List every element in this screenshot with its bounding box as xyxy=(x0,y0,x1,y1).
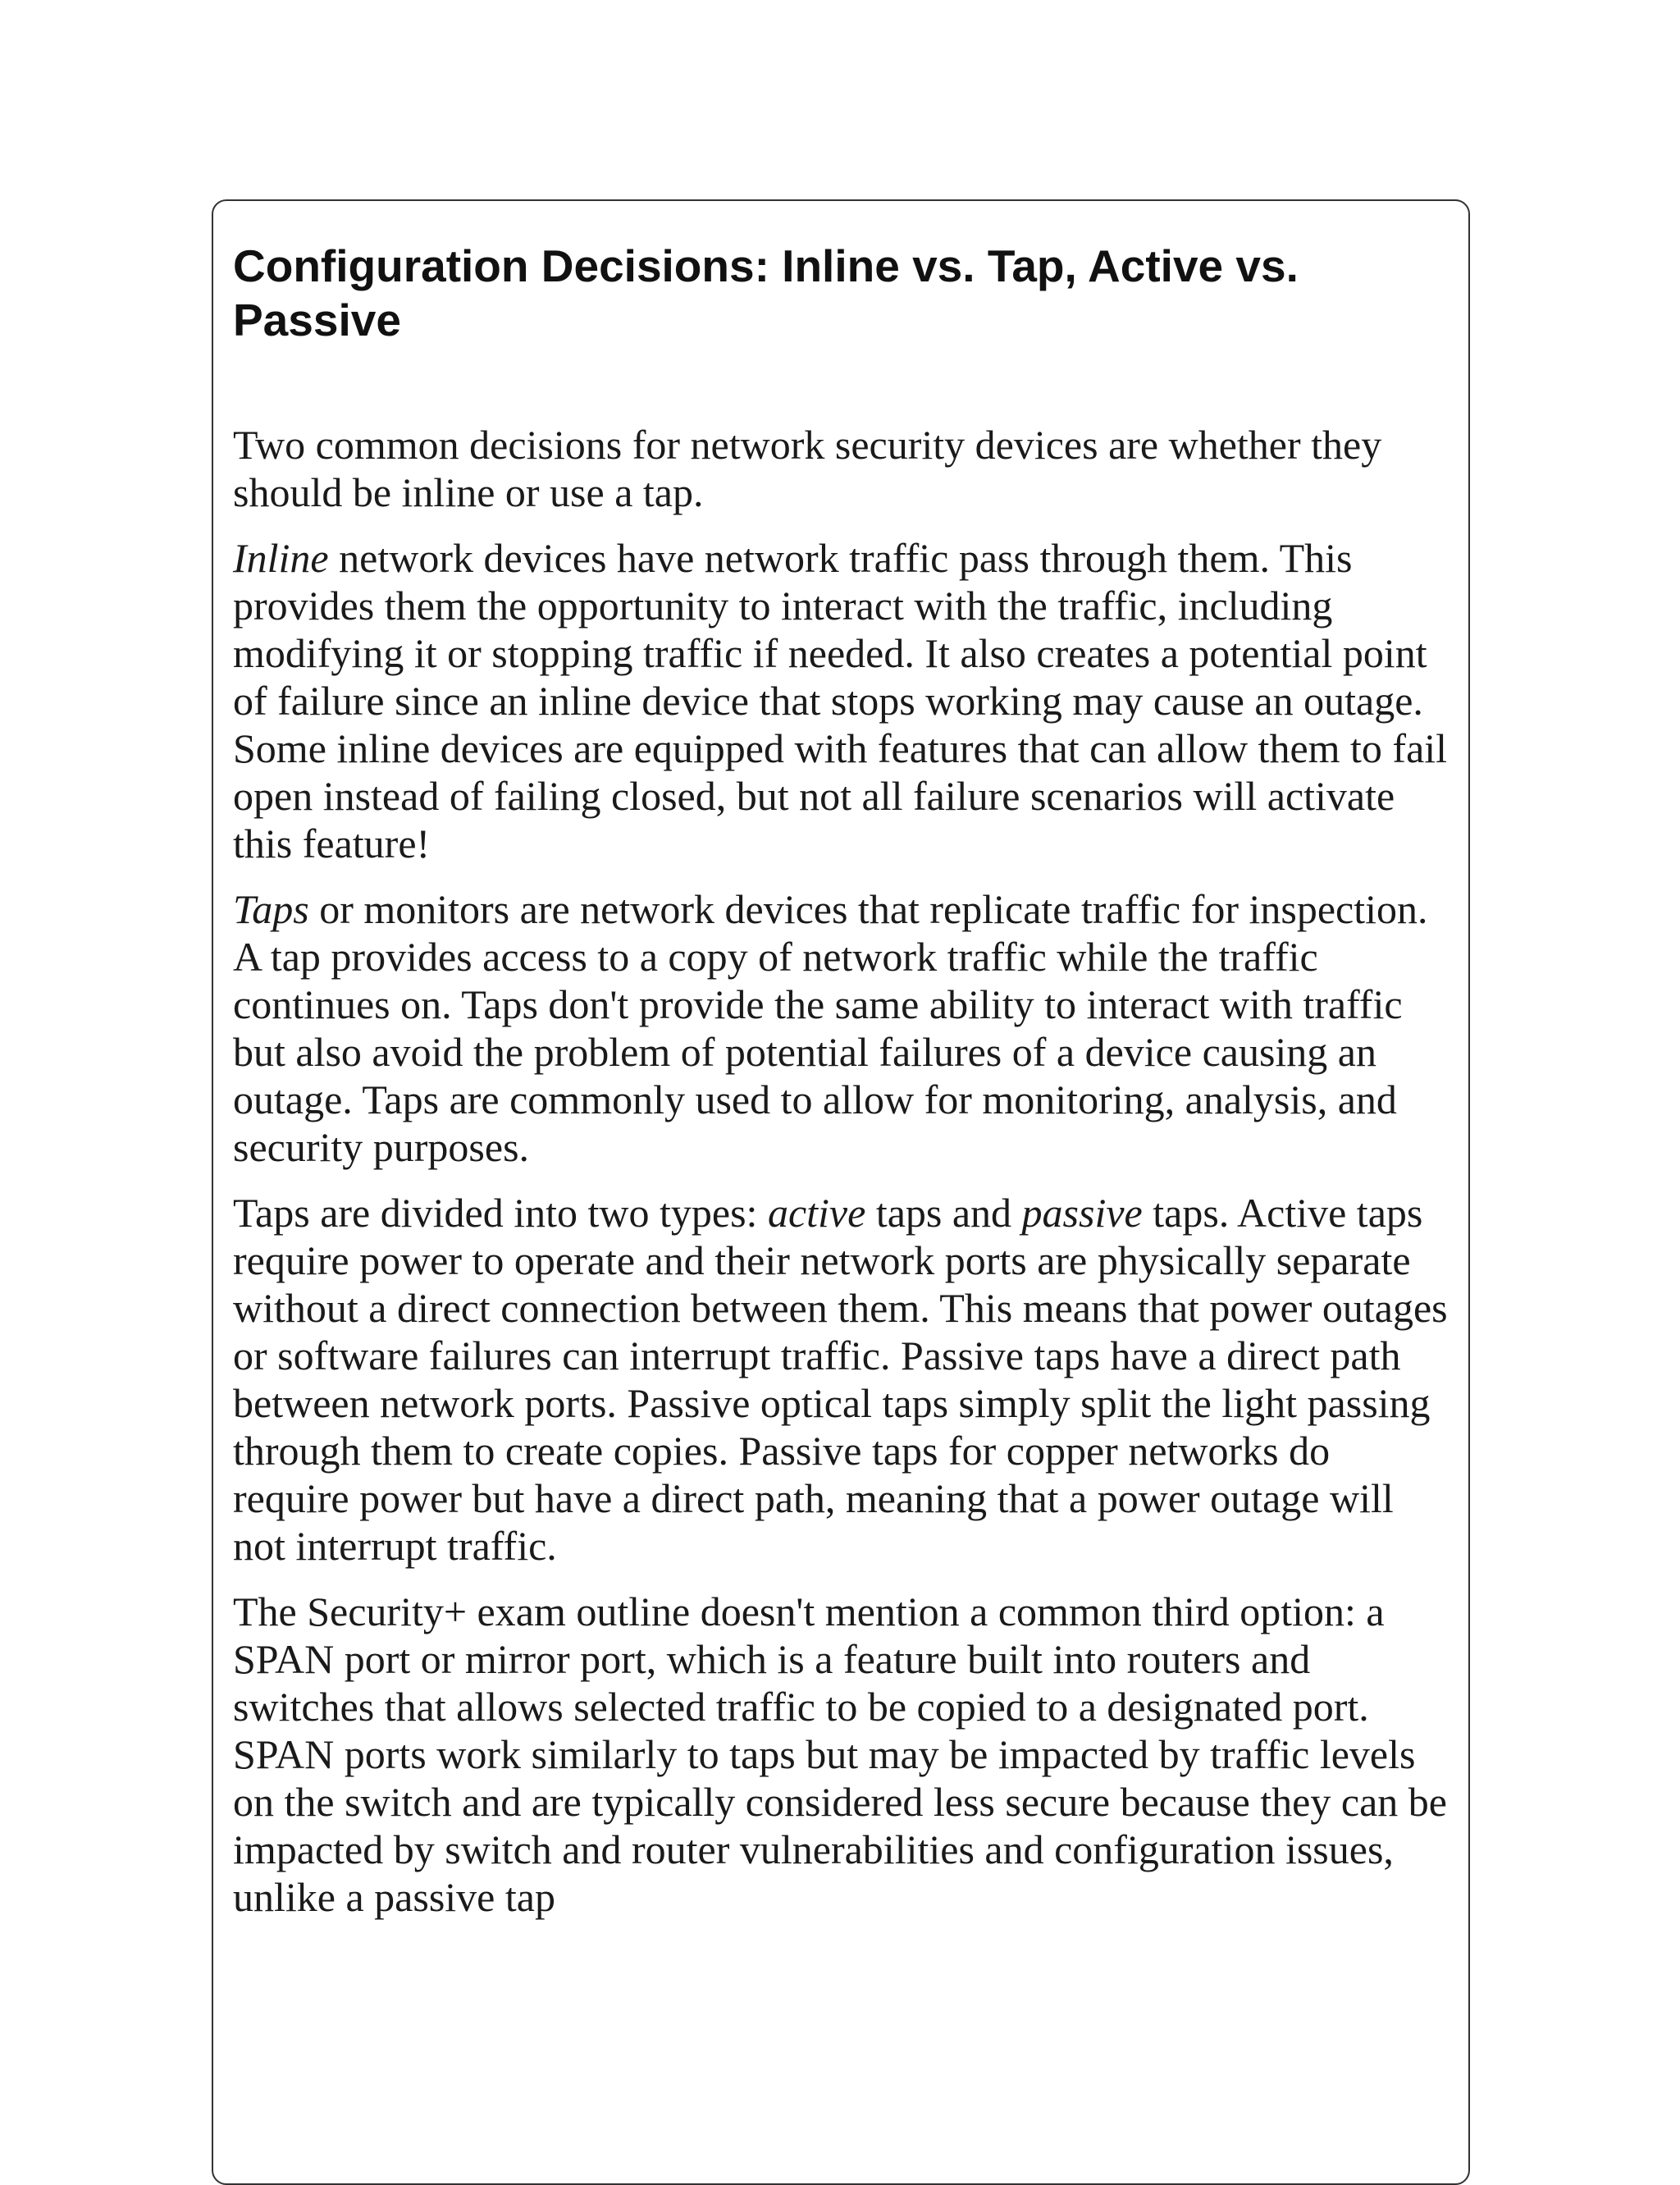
paragraph-span-port: The Security+ exam outline doesn't mention a common third option: a SPAN port or mirror port, which is a feature built into routers and switches that allows selected traffic to be copied to a designated port. SPAN ports work similarly to taps but may be impacted by traffic levels on the switch and are typically considered less secure because they can be impacted by switch and router vulnerabilities and configuration issues, unlike a passive tap xyxy=(233,1588,1447,1920)
paragraph-inline xyxy=(233,534,1452,867)
tap-types-after: taps. Active taps require power to operate and their network ports are physically separate without a direct connection between them. This means that power outages or software failures can interrupt traffic. Passive taps have a direct path between network ports. Passive optical taps simply split the light passing through them to create copies. Passive taps for copper networks do require power but have a direct path, meaning that a power outage will not interrupt traffic. xyxy=(233,1190,1448,1569)
paragraph-tap-types xyxy=(233,1189,1452,1570)
term-taps: Taps xyxy=(233,886,309,932)
paragraph-intro: Two common decisions for network security devices are whether they should be inline or use a tap. xyxy=(233,422,1382,515)
sidebar-box xyxy=(212,199,1470,2185)
term-active: active xyxy=(767,1190,866,1236)
tap-types-middle: taps and xyxy=(865,1190,1022,1236)
paragraph-taps-text: or monitors are network devices that replicate traffic for inspection. A tap provides access to a copy of network traffic while the traffic continues on. Taps don't provide the same ability to interact with traffic but also avoid the problem of potential failures of a device causing an outage. Taps are commonly used to allow for monitoring, analysis, and security purposes. xyxy=(233,886,1428,1170)
paragraph-taps xyxy=(233,885,1452,1171)
term-inline: Inline xyxy=(233,535,329,581)
sidebar-title: Configuration Decisions: Inline vs. Tap, Active vs. Passive xyxy=(233,240,1299,345)
paragraph-inline-text: network devices have network traffic pass through them. This provides them the opportunity to interact with the traffic, including modifying it or stopping traffic if needed. It also creates a potential point of failure since an inline device that stops working may cause an outage. Some inline devices are equipped with features that can allow them to fail open instead of failing closed, but not all failure scenarios will activate this feature! xyxy=(233,535,1448,866)
tap-types-before: Taps are divided into two types: xyxy=(233,1190,768,1236)
term-passive: passive xyxy=(1021,1190,1143,1236)
